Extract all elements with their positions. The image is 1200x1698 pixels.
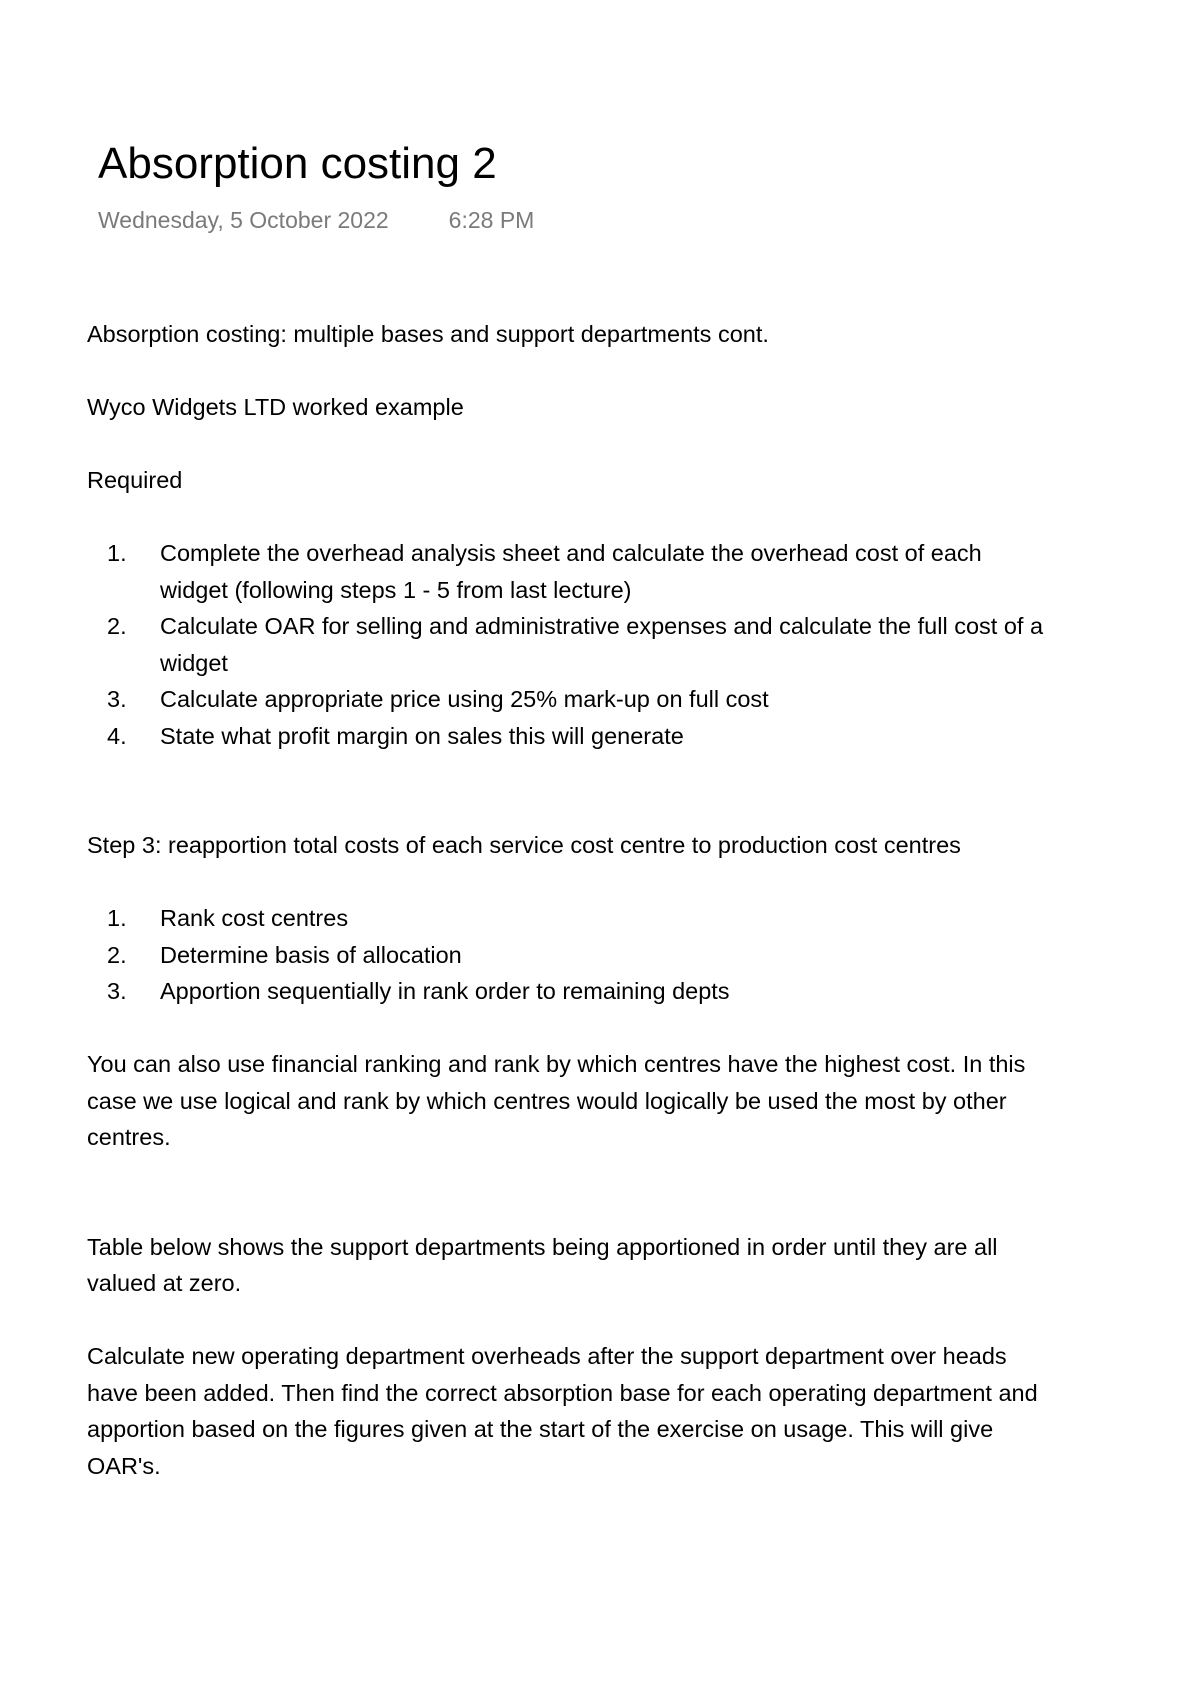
list-text: Rank cost centres xyxy=(160,905,349,931)
list-number: 1. xyxy=(107,540,127,566)
page-time: 6:28 PM xyxy=(448,207,535,233)
list-text: Calculate appropriate price using 25% mark-up on full cost xyxy=(160,686,769,712)
required-list xyxy=(87,535,1047,754)
list-item xyxy=(87,535,1047,608)
list-item xyxy=(87,973,1047,1010)
list-number: 2. xyxy=(107,941,127,968)
intro-paragraph: Absorption costing: multiple bases and support departments cont. xyxy=(87,321,769,347)
list-item xyxy=(87,900,1047,937)
list-text: Apportion sequentially in rank order to remaining depts xyxy=(160,978,730,1004)
ranking-paragraph: You can also use financial ranking and rank by which centres have the highest cost. In this case we use logical and rank by which centres would logically be used the most by other centres. xyxy=(87,1051,1026,1150)
page-meta xyxy=(98,204,534,236)
step3-paragraph: Step 3: reapportion total costs of each service cost centre to production cost centres xyxy=(87,832,961,858)
list-number: 4. xyxy=(107,722,127,749)
page-title: Absorption costing 2 xyxy=(98,139,497,188)
list-number: 1. xyxy=(107,905,127,931)
list-item xyxy=(87,718,1047,755)
list-text: Calculate OAR for selling and administrative expenses and calculate the full cost of a widget xyxy=(160,613,1044,676)
page-date: Wednesday, 5 October 2022 xyxy=(98,207,389,233)
list-number: 3. xyxy=(107,978,127,1004)
example-paragraph: Wyco Widgets LTD worked example xyxy=(87,394,464,420)
list-text: Complete the overhead analysis sheet and calculate the overhead cost of each widget (following steps 1 - 5 from last lecture) xyxy=(160,540,982,603)
list-item xyxy=(87,937,1047,974)
list-item xyxy=(87,608,1047,681)
list-item xyxy=(87,681,1047,718)
list-number: 2. xyxy=(107,613,127,639)
list-number: 3. xyxy=(107,686,127,712)
list-text: Determine basis of allocation xyxy=(160,941,462,968)
step3-list xyxy=(87,900,1047,1010)
note-body xyxy=(87,316,1047,1484)
table-paragraph: Table below shows the support departments being apportioned in order until they are all valued at zero. xyxy=(87,1233,998,1296)
calculate-paragraph: Calculate new operating department overheads after the support department over heads have been added. Then find the correct absorption base for each operating department and apportion based on the figures given at the start of the exercise on usage. This will give OAR's. xyxy=(87,1343,1038,1479)
required-heading: Required xyxy=(87,467,183,493)
list-text: State what profit margin on sales this will generate xyxy=(160,722,684,749)
